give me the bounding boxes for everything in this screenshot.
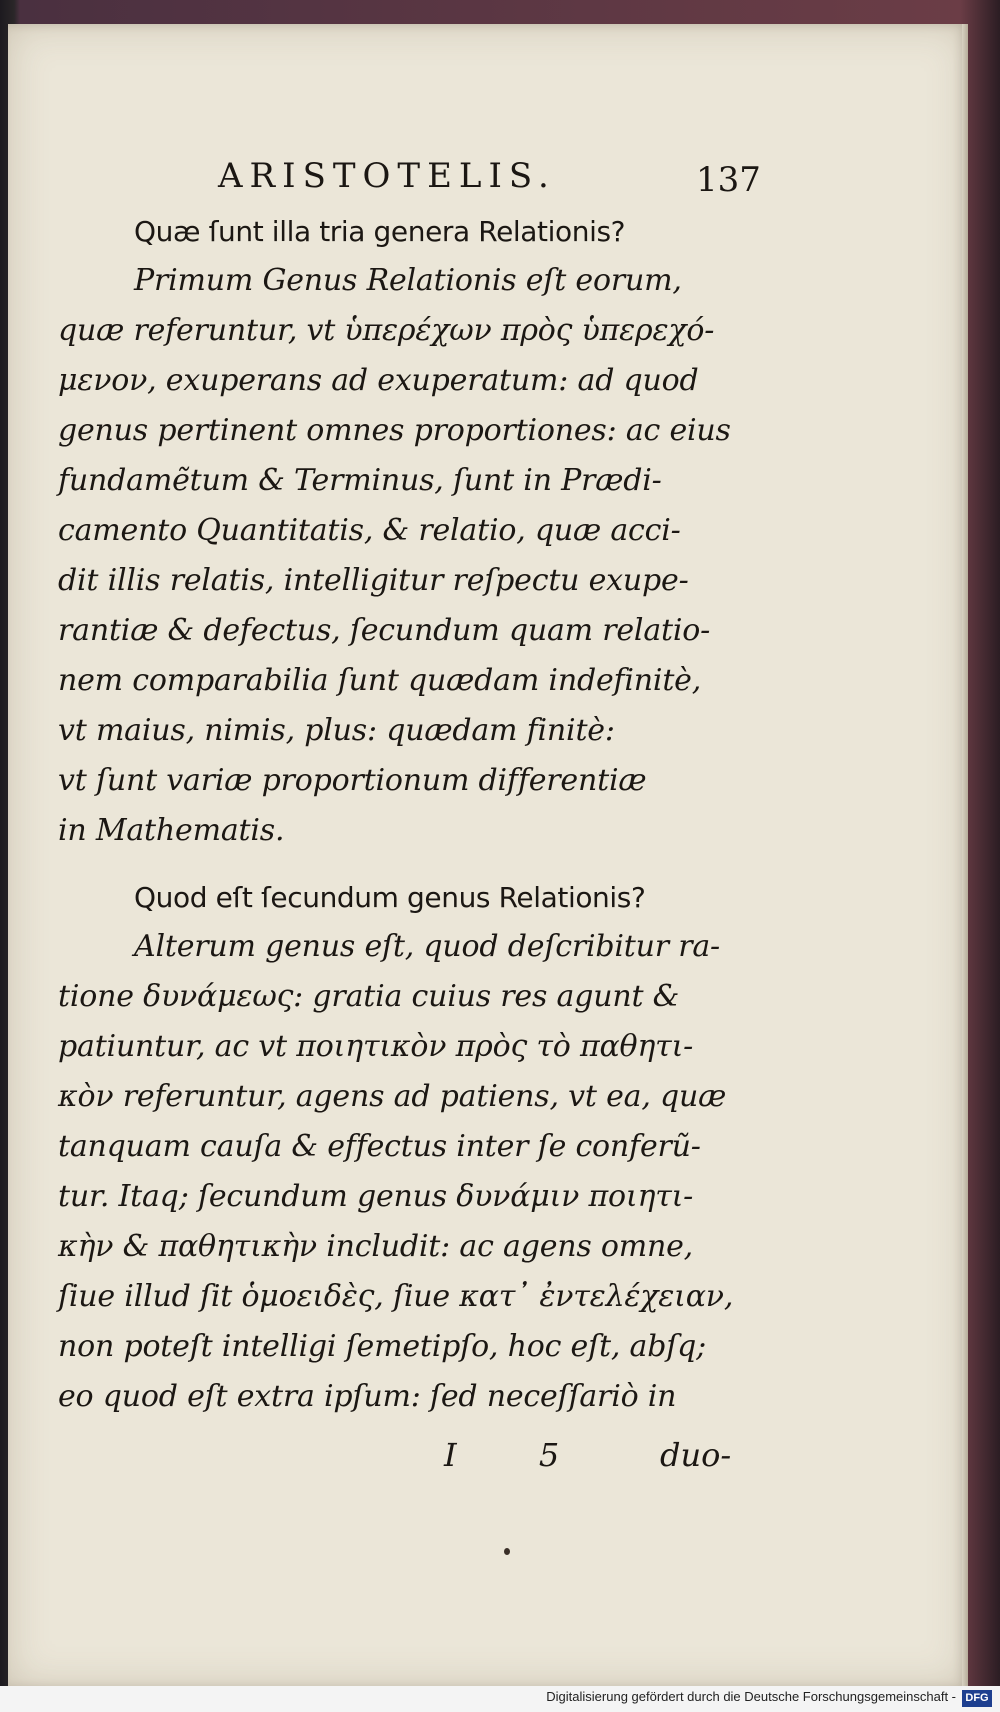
catchword: duo- [660, 1436, 732, 1474]
paragraph-1 [58, 212, 758, 856]
answer-line: genus pertinent omnes proportiones: ac eius [58, 413, 731, 448]
digitization-footer [0, 1686, 1000, 1712]
paragraph-2 [58, 878, 758, 1422]
dfg-logo[interactable]: DFG [962, 1690, 992, 1707]
answer-line: vt ſunt variæ proportionum differentiæ [58, 763, 647, 798]
answer-line: rantiæ & defectus, ſecundum quam relatio- [58, 613, 711, 648]
signature-mark: I 5 [444, 1436, 596, 1474]
answer-line: camento Quantitatis, & relatio, quæ acci- [58, 513, 681, 548]
answer-line: tanquam cauſa & effectus inter ſe conferũ- [58, 1129, 701, 1164]
answer-line: μενον, exuperans ad exuperatum: ad quod [58, 363, 699, 398]
footer-credit: Digitalisierung gefördert durch die Deutsche Forschungsgemeinschaft - [546, 1689, 956, 1704]
text-block [58, 212, 758, 1422]
answer-line: κὸν referuntur, agens ad patiens, vt ea, quæ [58, 1079, 727, 1114]
answer-line: patiuntur, ac vt ποιητικὸν πρὸς τὸ παθητι- [58, 1029, 694, 1064]
answer-line: Alterum genus eſt, quod deſcribitur ra- [134, 929, 720, 964]
page-number: 137 [696, 160, 761, 200]
catchline [8, 1436, 968, 1486]
answer-line: tione δυνάμεως: gratia cuius res agunt & [58, 979, 680, 1014]
running-title: ARISTOTELIS. [218, 156, 556, 196]
running-head [8, 156, 968, 206]
answer-line: dit illis relatis, intelligitur reſpectu exupe- [58, 563, 689, 598]
question-1: Quæ ſunt illa tria genera Relationis? [134, 215, 626, 248]
question-2: Quod eſt ſecundum genus Relationis? [134, 881, 646, 914]
answer-line: quæ referuntur, vt ὑπερέχων πρὸς ὑπερεχό- [58, 313, 715, 348]
answer-line: ſiue illud ſit ὁμοειδὲς, ſiue κατ᾽ ἐντελέχειαν, [58, 1279, 734, 1314]
paragraph-gap [58, 856, 758, 878]
answer-line: non poteſt intelligi ſemetipſo, hoc eſt, abſq; [58, 1329, 707, 1364]
answer-line: vt maius, nimis, plus: quædam finitè: [58, 713, 615, 748]
ink-dot [504, 1548, 510, 1555]
answer-line: nem comparabilia ſunt quædam indefinitè, [58, 663, 702, 698]
answer-line: in Mathematis. [58, 813, 285, 848]
answer-line: eo quod eſt extra ipſum: ſed neceſſariò in [58, 1379, 677, 1414]
answer-line: κὴν & παθητικὴν includit: ac agens omne, [58, 1229, 694, 1264]
answer-line: Primum Genus Relationis eſt eorum, [134, 263, 682, 298]
book-page [8, 24, 968, 1688]
answer-line: fundamẽtum & Terminus, ſunt in Prædi- [58, 463, 662, 498]
answer-line: tur. Itaq; ſecundum genus δυνάμιν ποιητι- [58, 1179, 694, 1214]
